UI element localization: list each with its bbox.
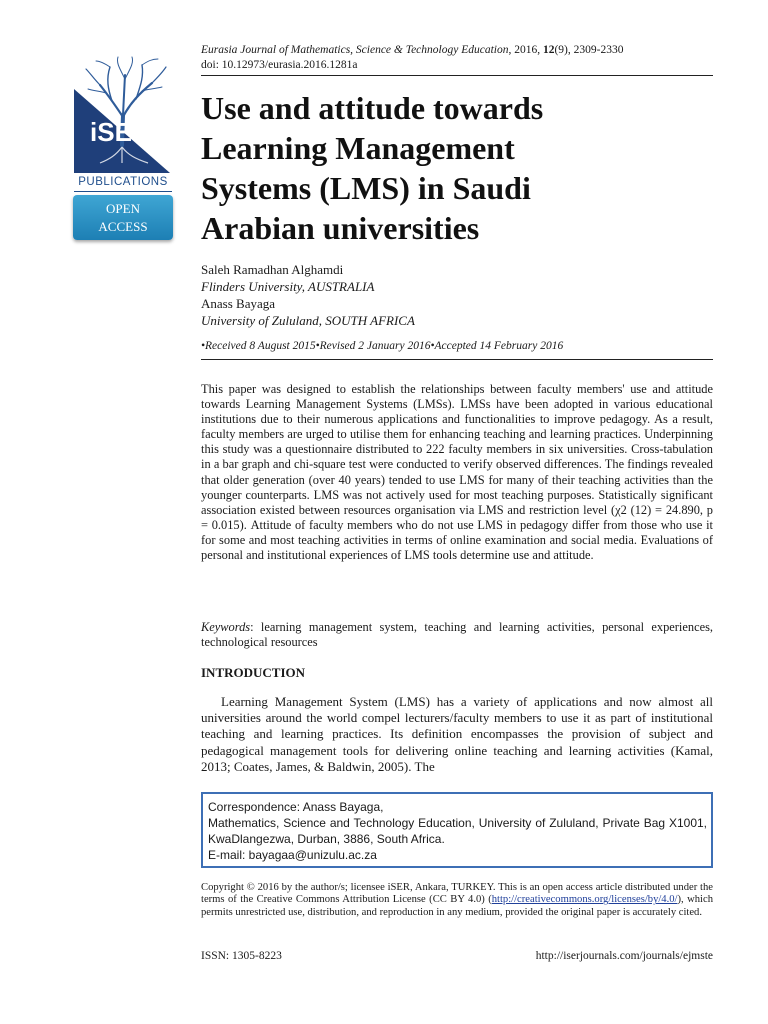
keywords (201, 620, 713, 650)
correspondence-author: Correspondence: Anass Bayaga, (208, 800, 384, 814)
author-list (201, 261, 721, 329)
keywords-text: : learning management system, teaching and learning activities, personal experiences, technological resources (201, 620, 713, 650)
introduction-heading: INTRODUCTION (201, 665, 306, 680)
introduction-text: Learning Management System (LMS) has a variety of applications and now almost all universities around the world compel lecturers/faculty members to use it as part of institutional teaching and learning practices. Its definition encompasses the provision of subject and pedagogical management tools for delivering online teaching and learning activities (Kamal, 2013; Coates, James, & Baldwin, 2005). The (201, 694, 713, 774)
issue-pages: (9), 2309-2330 (554, 44, 624, 56)
issn-text: ISSN: 1305-8223 (201, 950, 282, 962)
title-line: Use and attitude towards (201, 90, 544, 126)
title-line: Arabian universities (201, 210, 480, 246)
author-affiliation: Flinders University, AUSTRALIA (201, 279, 375, 294)
open-access-badge (73, 195, 173, 240)
abstract-text: This paper was designed to establish the relationships between faculty members' use and attitude towards Learning Management Systems (LMSs). LMSs have been adopted in various educational institutions due to their numerous applications and functionalities to improve pedagogy. As a result, faculty members are urged to utilise them for enhancing teaching and learning practices. Underpinning this study was a questionnaire distributed to 222 faculty members in six universities. Cross-tabulation in a bar graph and chi-square test were conducted to verify observed differences. The findings revealed that older generation (over 40 years) tended to use LMS for many of their teaching activities than the younger counterparts. LMS was not actively used for most teaching purposes. Statistically significant association existed between resources organisation via LMS and restriction level (χ2 (12) = 24.890, p = 0.015). Attitude of faculty members who do not use LMS in pedagogy differ from those who use it for some and most teaching activities in terms of online examination and social media. Evaluations of personal and institutional experiences of LMS tools determine use and attitude. (201, 382, 713, 563)
copyright-text-end: ), which permits unrestricted use, distribution, and reproduction in any medium, provided the original paper is accurately cited. (201, 894, 713, 918)
citation-header (201, 43, 721, 73)
badge-line-1: OPEN (106, 201, 140, 216)
author-name: Saleh Ramadhan Alghamdi (201, 262, 344, 277)
publisher-label: PUBLICATIONS (78, 176, 168, 188)
copyright-notice (201, 882, 713, 919)
correspondence-address: Mathematics, Science and Technology Education, University of Zululand, Private Bag X1001, KwaDlangezwa, Durban, 3886, South Africa. (208, 816, 707, 846)
author-name: Anass Bayaga (201, 296, 276, 311)
dates-rule (201, 359, 713, 360)
publisher-rule (74, 191, 172, 192)
doi-text: doi: 10.12973/eurasia.2016.1281a (201, 59, 358, 71)
keywords-label: Keywords (201, 620, 251, 634)
badge-line-2: ACCESS (98, 219, 148, 234)
journal-url[interactable]: http://iserjournals.com/journals/ejmste (535, 950, 713, 962)
title-line: Learning Management (201, 130, 515, 166)
correspondence-email[interactable]: E-mail: bayagaa@unizulu.ac.za (208, 848, 377, 862)
author-affiliation: University of Zululand, SOUTH AFRICA (201, 313, 415, 328)
correspondence-box (201, 792, 713, 868)
tree-icon (70, 55, 176, 180)
volume-number: 12 (542, 44, 555, 56)
article-title (201, 88, 721, 248)
journal-name: Eurasia Journal of Mathematics, Science & Technology Education (201, 44, 509, 56)
submission-dates: •Received 8 August 2015•Revised 2 January 2016•Accepted 14 February 2016 (201, 340, 564, 352)
header-rule (201, 75, 713, 76)
iser-brand-text: iSER (90, 117, 151, 147)
year-text: , 2016, (508, 44, 543, 56)
license-link[interactable]: http://creativecommons.org/licenses/by/4.0/ (491, 894, 678, 906)
copyright-text: Copyright © 2016 by the author/s; licensee iSER, Ankara, TURKEY. This is an open access article distributed under the terms of the Creative Commons Attribution License (CC BY 4.0) ( (201, 882, 713, 906)
title-line: Systems (LMS) in Saudi (201, 170, 531, 206)
